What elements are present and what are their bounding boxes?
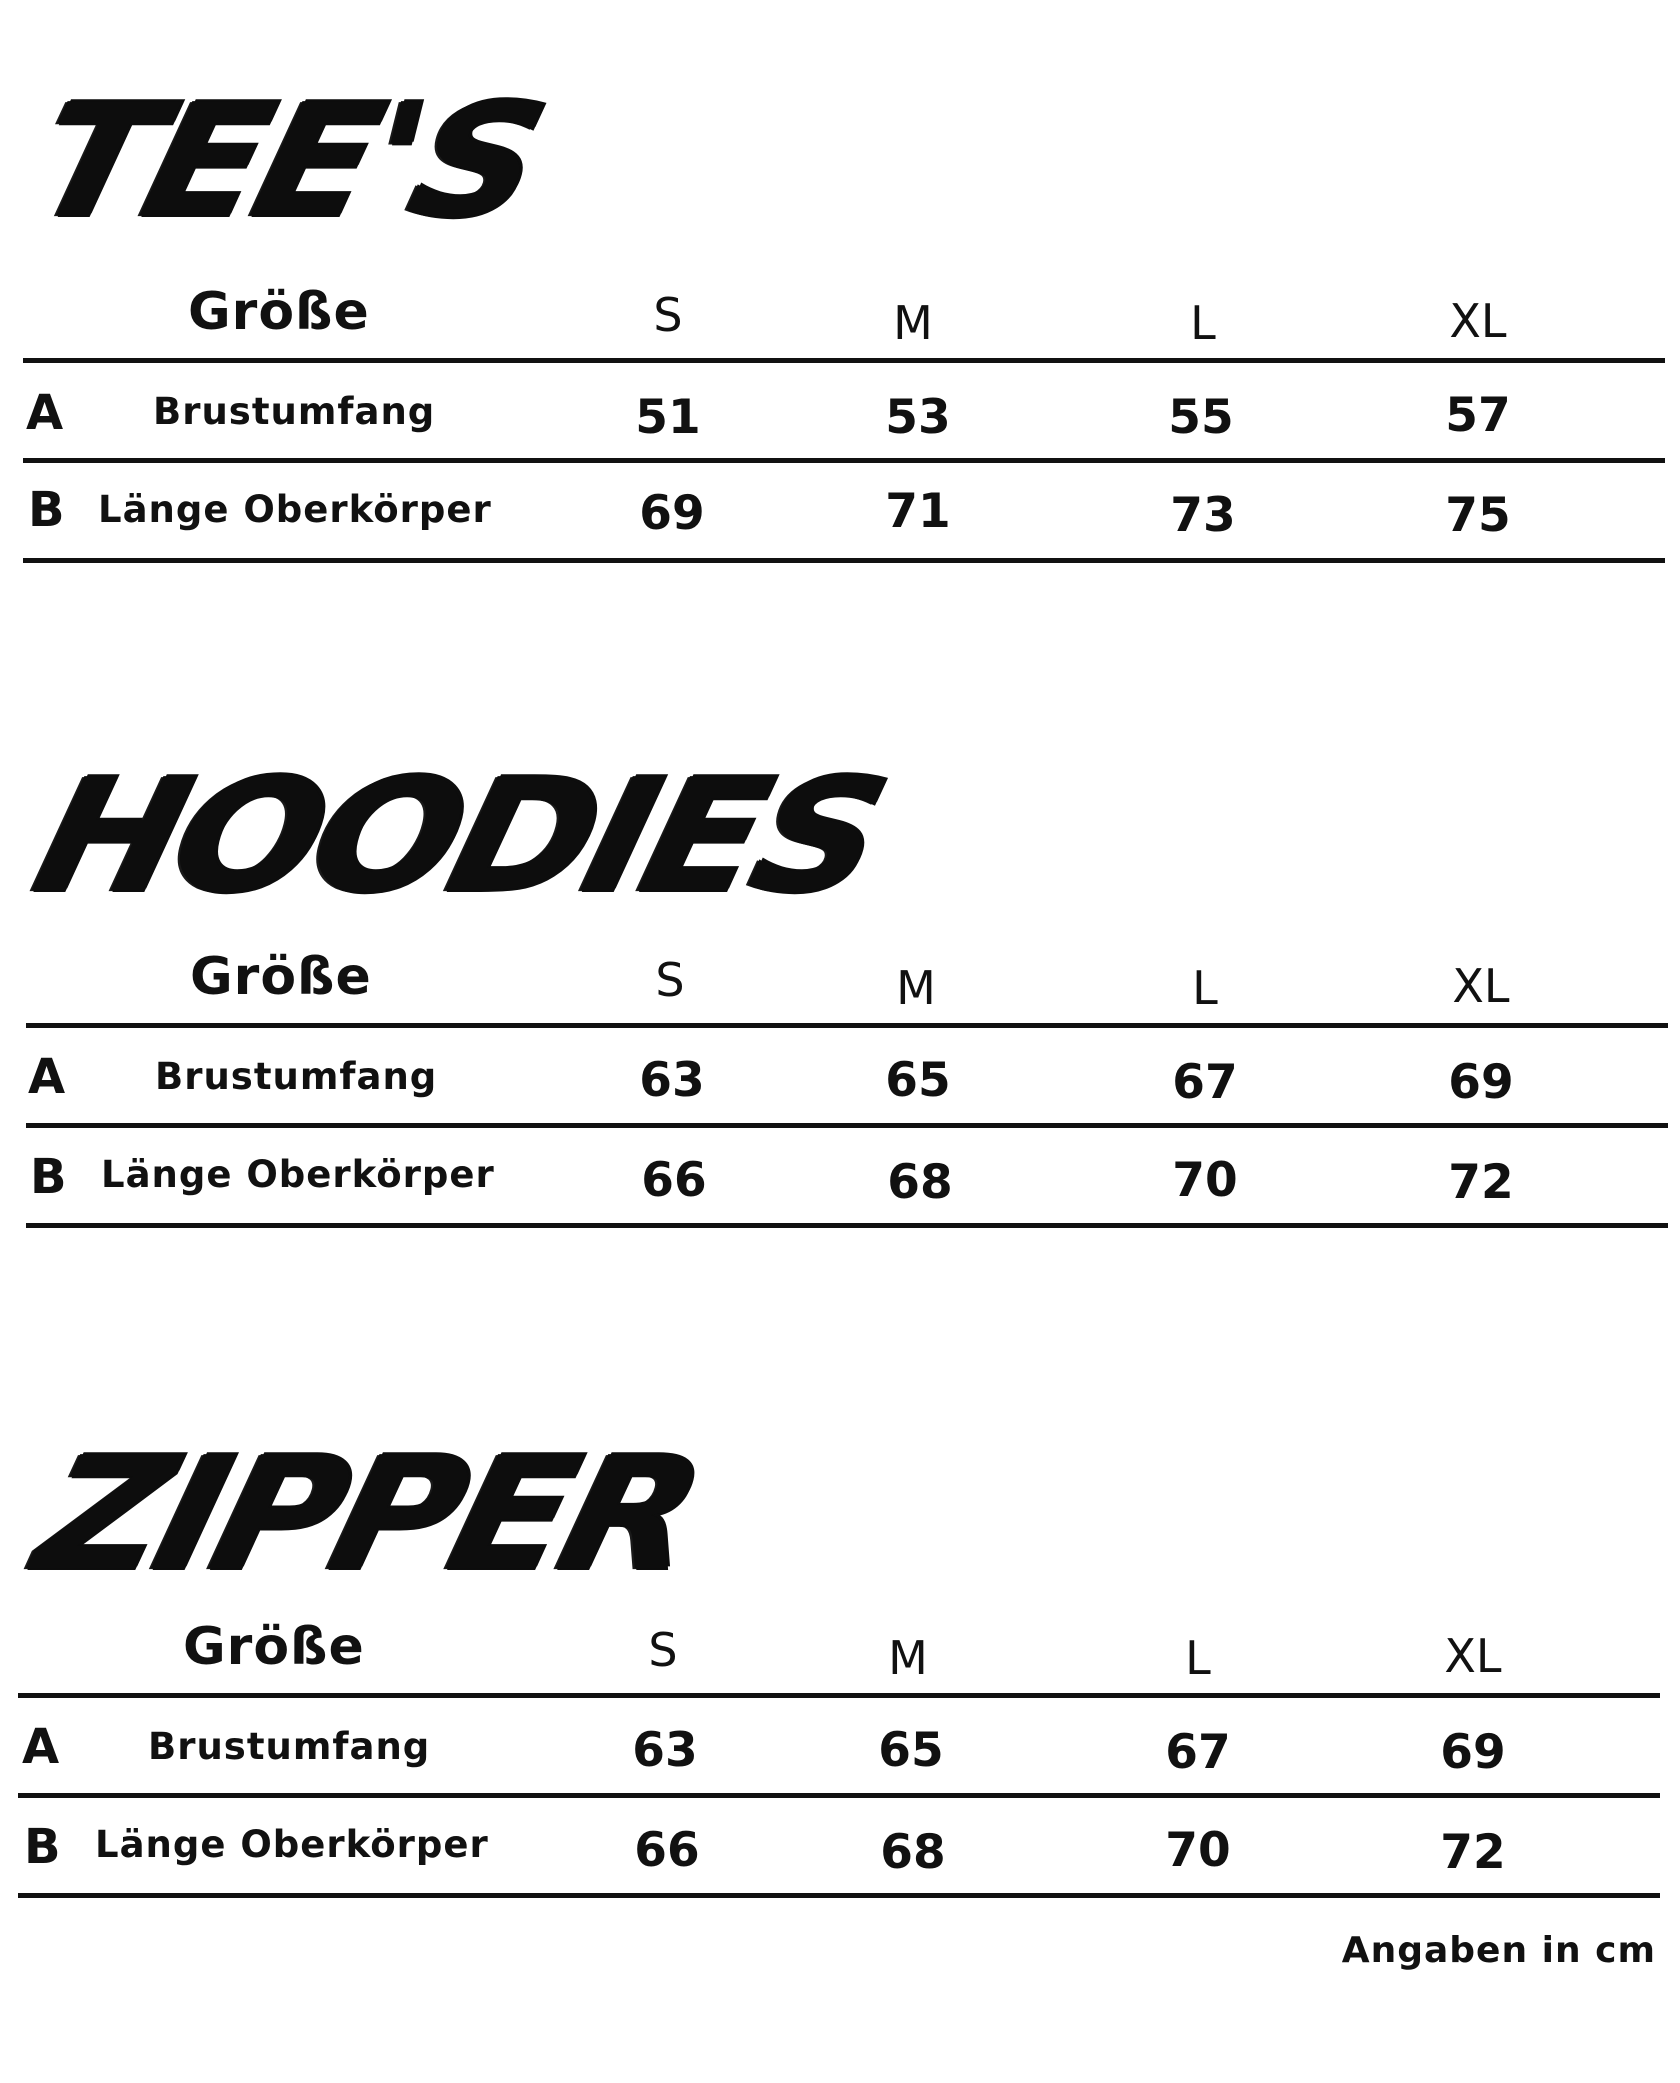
size-header-xl: XL bbox=[1449, 294, 1507, 348]
value-cell: 67 bbox=[1172, 1055, 1238, 1110]
row-label: Länge Oberkörper bbox=[95, 1823, 489, 1866]
size-header-l: L bbox=[1192, 961, 1218, 1015]
value-cell: 72 bbox=[1440, 1825, 1506, 1880]
row-letter: A bbox=[22, 1719, 60, 1775]
section-hoodies bbox=[0, 725, 1680, 1345]
size-header-m: M bbox=[888, 1631, 928, 1685]
value-cell: 63 bbox=[639, 1053, 705, 1108]
table-divider bbox=[18, 1793, 1660, 1798]
section-zipper bbox=[0, 1395, 1680, 2015]
size-header-l: L bbox=[1185, 1631, 1211, 1685]
table-divider bbox=[23, 358, 1665, 363]
size-header-s: S bbox=[655, 953, 685, 1007]
value-cell: 55 bbox=[1168, 390, 1234, 445]
row-label: Länge Oberkörper bbox=[98, 488, 492, 531]
value-cell: 63 bbox=[632, 1723, 698, 1778]
section-title: ZIPPER bbox=[20, 1423, 713, 1606]
value-cell: 71 bbox=[885, 484, 951, 539]
value-cell: 53 bbox=[885, 390, 951, 445]
row-label: Brustumfang bbox=[155, 1055, 438, 1098]
table-divider bbox=[26, 1223, 1668, 1228]
value-cell: 72 bbox=[1448, 1155, 1514, 1210]
size-header-s: S bbox=[648, 1623, 678, 1677]
value-cell: 73 bbox=[1170, 488, 1236, 543]
value-cell: 68 bbox=[887, 1155, 953, 1210]
row-label: Brustumfang bbox=[153, 390, 436, 433]
value-cell: 67 bbox=[1165, 1725, 1231, 1780]
row-label: Brustumfang bbox=[148, 1725, 431, 1768]
table-divider bbox=[18, 1693, 1660, 1698]
row-letter: B bbox=[28, 482, 65, 538]
value-cell: 65 bbox=[885, 1053, 951, 1108]
size-header-xl: XL bbox=[1452, 959, 1510, 1013]
value-cell: 69 bbox=[1440, 1725, 1506, 1780]
value-cell: 65 bbox=[878, 1723, 944, 1778]
units-footnote: Angaben in cm bbox=[1341, 1930, 1656, 1971]
table-divider bbox=[26, 1023, 1668, 1028]
size-header-label: Größe bbox=[183, 1617, 365, 1677]
size-header-m: M bbox=[893, 296, 933, 350]
table-divider bbox=[23, 558, 1665, 563]
size-header-s: S bbox=[653, 288, 683, 342]
value-cell: 66 bbox=[634, 1823, 700, 1878]
size-header-l: L bbox=[1190, 296, 1216, 350]
value-cell: 70 bbox=[1172, 1153, 1238, 1208]
table-divider bbox=[26, 1123, 1668, 1128]
value-cell: 68 bbox=[880, 1825, 946, 1880]
table-divider bbox=[23, 458, 1665, 463]
value-cell: 57 bbox=[1445, 388, 1511, 443]
table-divider bbox=[18, 1893, 1660, 1898]
section-tees bbox=[0, 60, 1680, 680]
value-cell: 70 bbox=[1165, 1823, 1231, 1878]
row-letter: A bbox=[26, 385, 64, 441]
value-cell: 69 bbox=[1448, 1055, 1514, 1110]
value-cell: 69 bbox=[639, 486, 705, 541]
value-cell: 66 bbox=[641, 1153, 707, 1208]
row-letter: A bbox=[28, 1049, 66, 1105]
section-title: TEE'S bbox=[16, 70, 555, 253]
size-header-xl: XL bbox=[1444, 1629, 1502, 1683]
row-letter: B bbox=[30, 1149, 67, 1205]
row-letter: B bbox=[24, 1819, 61, 1875]
value-cell: 51 bbox=[635, 390, 701, 445]
row-label: Länge Oberkörper bbox=[101, 1153, 495, 1196]
size-header-m: M bbox=[896, 961, 936, 1015]
value-cell: 75 bbox=[1445, 488, 1511, 543]
size-header-label: Größe bbox=[188, 282, 370, 342]
size-header-label: Größe bbox=[190, 947, 372, 1007]
section-title: HOODIES bbox=[18, 745, 897, 928]
